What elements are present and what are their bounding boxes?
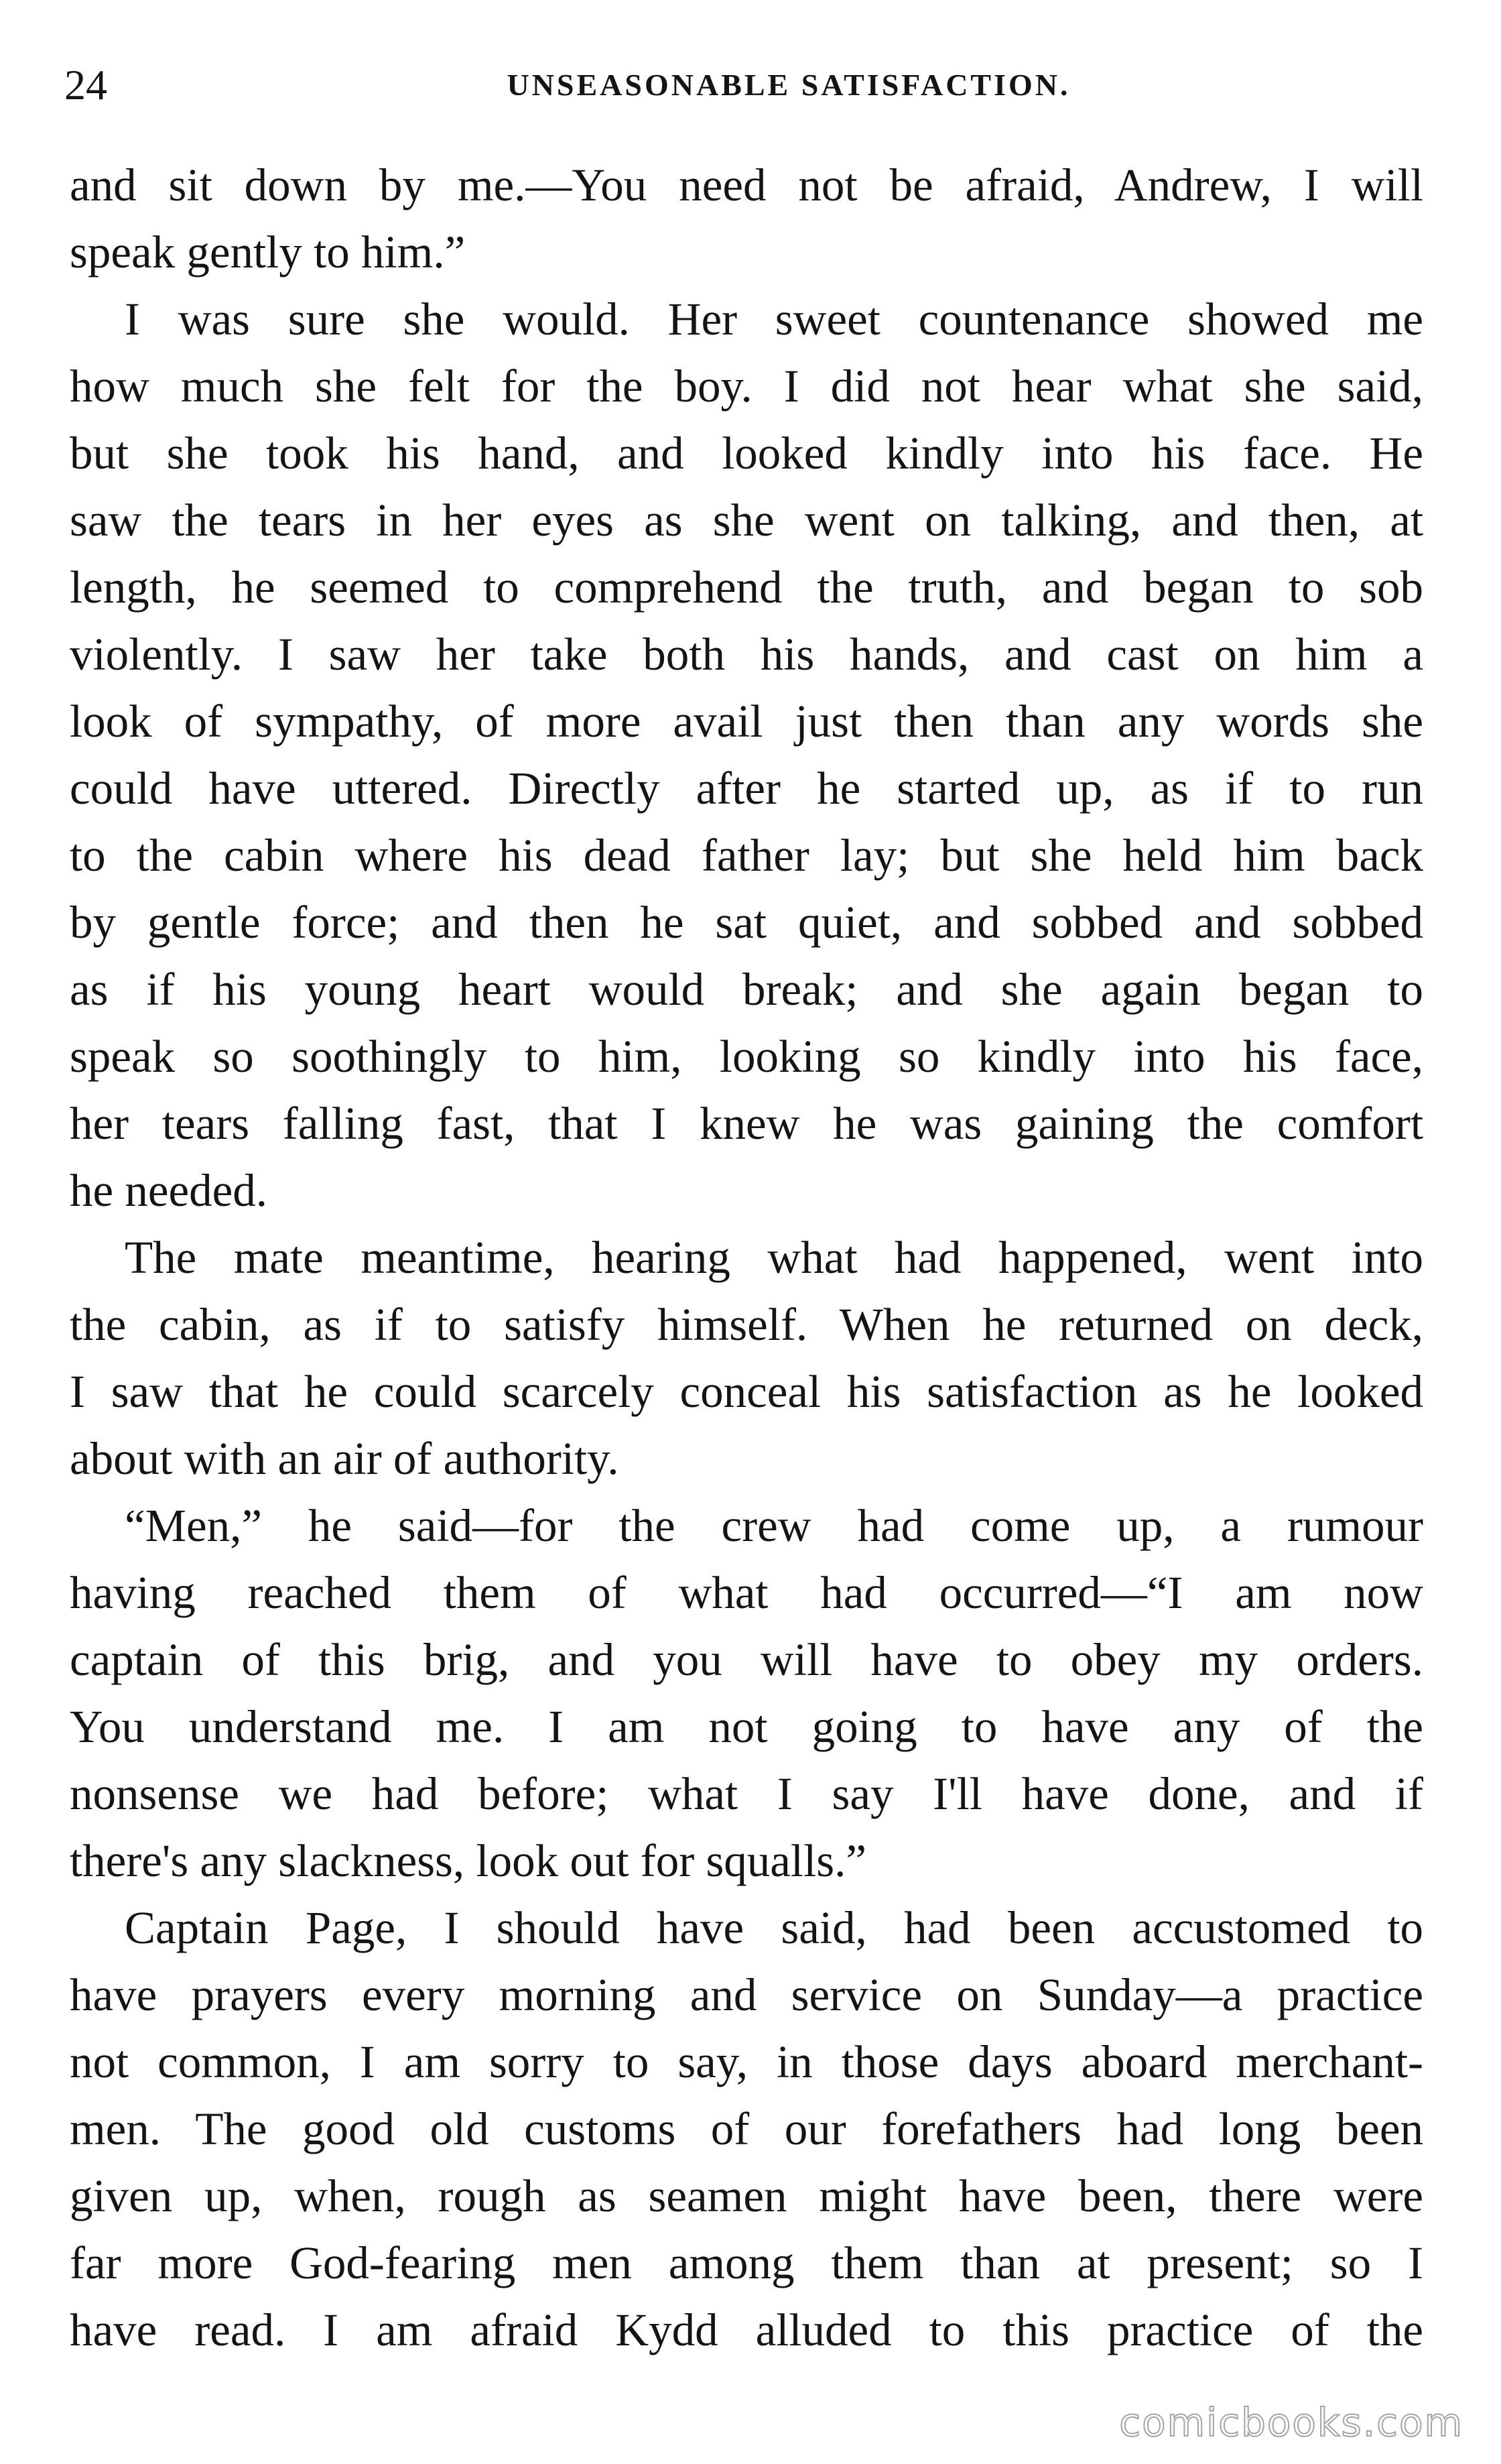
text-body bbox=[70, 151, 1423, 2363]
text-line: how much she felt for the boy. I did not hear what she said, bbox=[70, 361, 1423, 412]
text-line: “Men,” he said—for the crew had come up, a rumour bbox=[125, 1500, 1423, 1551]
text-line: have prayers every morning and service on Sunday—a practice bbox=[70, 1969, 1423, 2020]
text-line: have read. I am afraid Kydd alluded to this practice of the bbox=[70, 2304, 1423, 2355]
text-line: her tears falling fast, that I knew he was gaining the comfort bbox=[70, 1098, 1423, 1149]
text-line: to the cabin where his dead father lay; but she held him back bbox=[70, 830, 1423, 881]
text-line: violently. I saw her take both his hands, and cast on him a bbox=[70, 629, 1423, 680]
text-line: he needed. bbox=[70, 1165, 268, 1216]
text-line: by gentle force; and then he sat quiet, and sobbed and sobbed bbox=[70, 897, 1423, 948]
text-line: saw the tears in her eyes as she went on talking, and then, at bbox=[70, 495, 1423, 546]
text-line: the cabin, as if to satisfy himself. When he returned on deck, bbox=[70, 1299, 1423, 1350]
text-line: about with an air of authority. bbox=[70, 1433, 619, 1484]
text-line: as if his young heart would break; and she again began to bbox=[70, 964, 1423, 1015]
text-line: but she took his hand, and looked kindly into his face. He bbox=[70, 428, 1423, 479]
text-line: I was sure she would. Her sweet countenance showed me bbox=[125, 294, 1423, 345]
text-line: captain of this brig, and you will have to obey my orders. bbox=[70, 1634, 1423, 1685]
watermark: comicbooks.com bbox=[1119, 2400, 1463, 2445]
text-line: speak gently to him.” bbox=[70, 227, 466, 278]
text-line: not common, I am sorry to say, in those days aboard merchant- bbox=[70, 2036, 1423, 2087]
text-line: given up, when, rough as seamen might have been, there were bbox=[70, 2170, 1423, 2221]
text-line: Captain Page, I should have said, had been accustomed to bbox=[125, 1902, 1423, 1953]
text-line: and sit down by me.—You need not be afraid, Andrew, I will bbox=[70, 160, 1423, 210]
text-line: nonsense we had before; what I say I'll have done, and if bbox=[70, 1768, 1423, 1819]
text-line: far more God-fearing men among them than at present; so I bbox=[70, 2237, 1423, 2288]
text-line: speak so soothingly to him, looking so kindly into his face, bbox=[70, 1031, 1423, 1082]
text-line: men. The good old customs of our forefathers had long been bbox=[70, 2103, 1423, 2154]
text-line: there's any slackness, look out for squalls.” bbox=[70, 1835, 867, 1886]
running-head: UNSEASONABLE SATISFACTION. bbox=[507, 68, 1071, 102]
text-line: The mate meantime, hearing what had happened, went into bbox=[125, 1232, 1423, 1283]
text-line: having reached them of what had occurred—“I am now bbox=[70, 1567, 1423, 1618]
text-line: I saw that he could scarcely conceal his satisfaction as he looked bbox=[70, 1366, 1423, 1417]
text-line: could have uttered. Directly after he started up, as if to run bbox=[70, 763, 1423, 814]
text-line: length, he seemed to comprehend the truth, and began to sob bbox=[70, 562, 1423, 613]
page-number: 24 bbox=[64, 61, 107, 109]
page-header bbox=[64, 55, 1433, 115]
text-line: You understand me. I am not going to have any of the bbox=[70, 1701, 1423, 1752]
text-line: look of sympathy, of more avail just then than any words she bbox=[70, 696, 1423, 747]
